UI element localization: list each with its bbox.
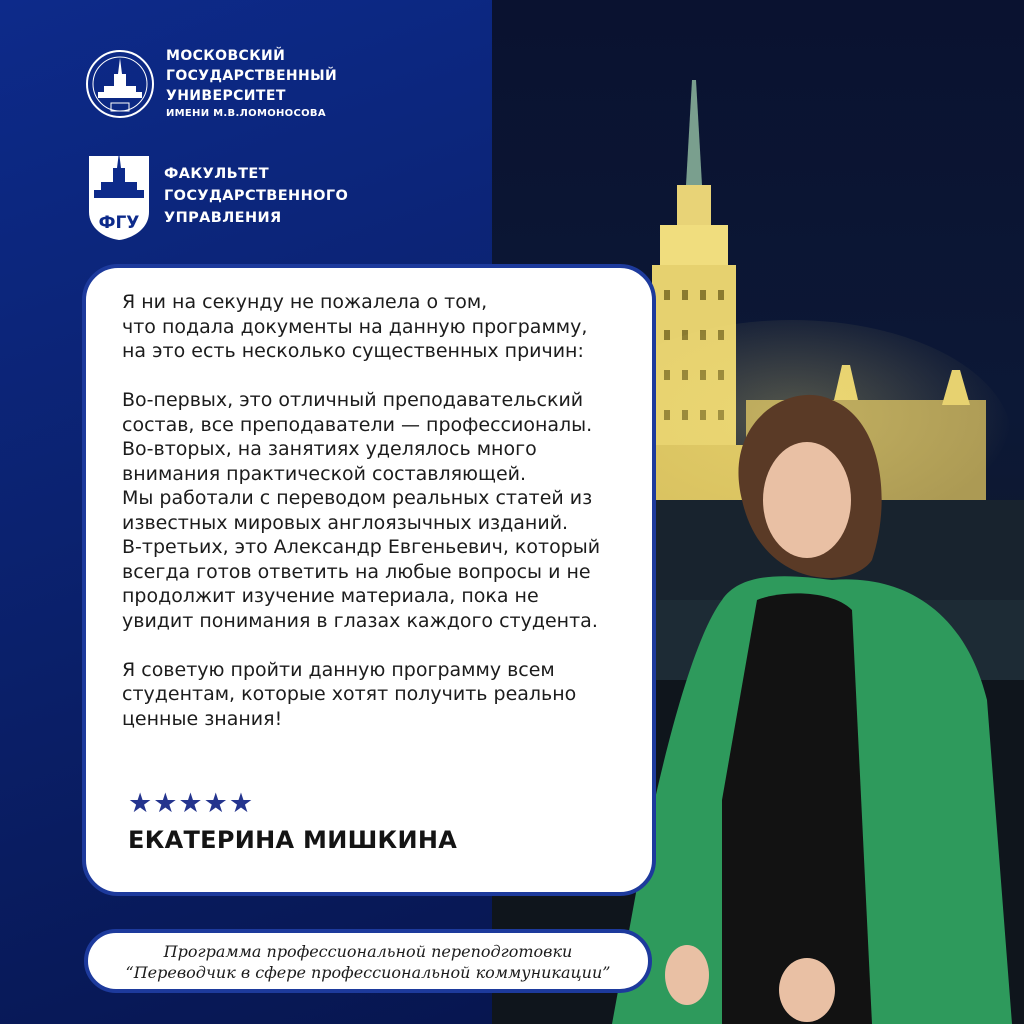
faculty-logo xyxy=(86,150,348,242)
msu-logo xyxy=(84,46,337,122)
faculty-line: УПРАВЛЕНИЯ xyxy=(164,210,282,226)
program-line-1: Программа профессиональной переподготовки xyxy=(163,942,573,961)
testimonial-line: ценные знания! xyxy=(122,707,283,730)
testimonial-line: что подала документы на данную программу, xyxy=(122,315,588,338)
testimonial-line: Во-вторых, на занятиях уделялось много xyxy=(122,438,537,460)
testimonial-text xyxy=(122,290,642,731)
program-line-2: “Переводчик в сфере профессиональной коммуникации” xyxy=(125,963,611,982)
faculty-line: ФАКУЛЬТЕТ xyxy=(164,166,270,182)
testimonial-line: всегда готов ответить на любые вопросы и не xyxy=(122,560,591,583)
testimonial-line: внимания практической составляющей. xyxy=(122,462,527,485)
testimonial-line: известных мировых англоязычных изданий. xyxy=(122,511,569,534)
fgu-shield-icon xyxy=(86,150,152,242)
university-line: ИМЕНИ М.В.ЛОМОНОСОВА xyxy=(166,108,326,119)
testimonial-line: на это есть несколько существенных причин: xyxy=(122,340,584,362)
university-line: МОСКОВСКИЙ xyxy=(166,48,286,64)
testimonial-card xyxy=(82,264,656,896)
university-line: УНИВЕРСИТЕТ xyxy=(166,88,286,104)
university-name xyxy=(166,46,337,122)
testimonial-line: увидит понимания в глазах каждого студента. xyxy=(122,609,598,632)
testimonial-line: Я ни на секунду не пожалела о том, xyxy=(122,291,488,313)
testimonial-line: состав, все преподаватели — профессионалы. xyxy=(122,413,593,436)
testimonial-line: В-третьих, это Александр Евгеньевич, который xyxy=(122,536,601,558)
msu-seal-icon xyxy=(84,48,156,120)
testimonial-line: Мы работали с переводом реальных статей из xyxy=(122,487,593,509)
faculty-name xyxy=(164,163,348,229)
faculty-line: ГОСУДАРСТВЕННОГО xyxy=(164,188,349,204)
testimonial-line: Во-первых, это отличный преподавательский xyxy=(122,389,584,411)
rating-stars-icon: ★★★★★ xyxy=(128,788,255,819)
testimonial-line: студентам, которые хотят получить реально xyxy=(122,683,577,705)
testimonial-line: Я советую пройти данную программу всем xyxy=(122,658,555,681)
author-name: ЕКАТЕРИНА МИШКИНА xyxy=(128,826,458,854)
testimonial-line: продолжит изучение материала, пока не xyxy=(122,585,539,607)
svg-text:ФГУ: ФГУ xyxy=(98,213,140,233)
program-caption xyxy=(84,929,652,993)
university-line: ГОСУДАРСТВЕННЫЙ xyxy=(166,68,338,84)
